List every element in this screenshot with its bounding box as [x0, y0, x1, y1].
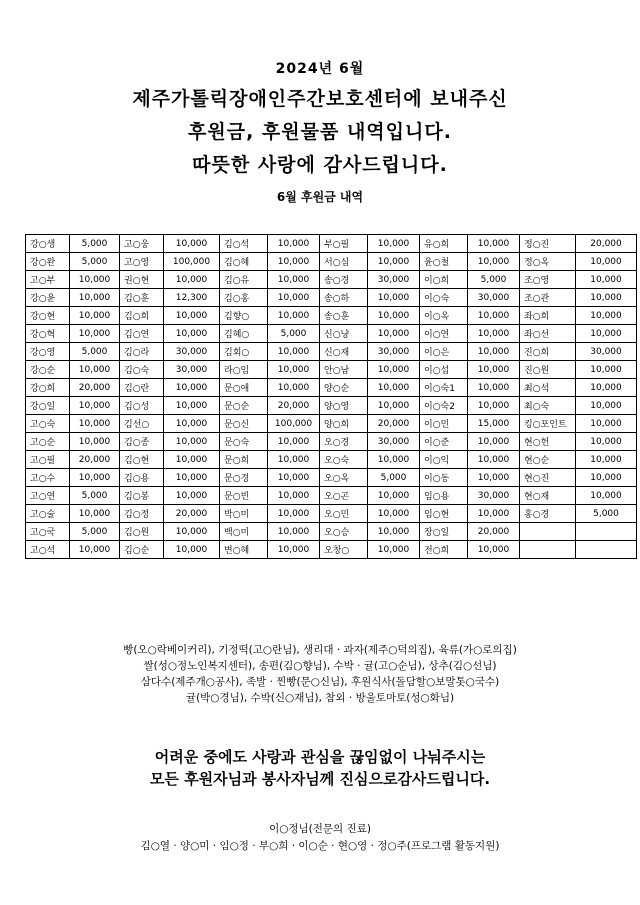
donor-name-cell: 고○석: [26, 541, 70, 559]
donation-amount-cell: 30,000: [164, 343, 220, 361]
volunteer-line-1: 이○정님(전문의 진료): [269, 823, 371, 835]
donation-amount-cell: 30,000: [368, 271, 420, 289]
donation-amount-cell: 100,000: [268, 415, 320, 433]
donation-amount-cell: 10,000: [268, 523, 320, 541]
donation-amount-cell: 10,000: [164, 415, 220, 433]
donor-name-cell: 김○원: [120, 523, 164, 541]
donor-name-cell: 신○재: [320, 343, 368, 361]
donation-amount-cell: 10,000: [164, 523, 220, 541]
donor-name-cell: 고○연: [26, 487, 70, 505]
donor-name-cell: [520, 541, 576, 559]
donor-name-cell: 고○술: [26, 505, 70, 523]
donor-name-cell: 좌○희: [520, 307, 576, 325]
donor-name-cell: 오○곤: [320, 487, 368, 505]
donation-amount-cell: 10,000: [268, 451, 320, 469]
donation-amount-cell: 10,000: [368, 505, 420, 523]
donor-name-cell: 김○란: [120, 379, 164, 397]
donation-amount-cell: 5,000: [70, 343, 120, 361]
donor-name-cell: 김○성: [120, 397, 164, 415]
table-row: [26, 289, 637, 307]
year-month-title: 2024년 6월: [275, 61, 365, 77]
donor-name-cell: 강○생: [26, 235, 70, 253]
donation-amount-cell: 30,000: [368, 343, 420, 361]
donor-name-cell: 이○섭: [420, 361, 468, 379]
donor-name-cell: 이○준: [420, 433, 468, 451]
donor-name-cell: 김○훈: [120, 289, 164, 307]
donation-amount-cell: 10,000: [576, 379, 637, 397]
table-row: [26, 379, 637, 397]
donor-name-cell: 김○유: [220, 271, 268, 289]
volunteer-list: [0, 821, 640, 855]
donation-amount-cell: 10,000: [576, 289, 637, 307]
donation-amount-cell: 20,000: [70, 451, 120, 469]
donation-amount-cell: 5,000: [268, 325, 320, 343]
donation-amount-cell: [576, 541, 637, 559]
donor-name-cell: 오○경: [320, 433, 368, 451]
donor-name-cell: 백○미: [220, 523, 268, 541]
donor-name-cell: 이○민: [420, 415, 468, 433]
donor-name-cell: 김○연: [120, 325, 164, 343]
donation-table-body: [26, 235, 637, 559]
donation-amount-cell: 5,000: [368, 469, 420, 487]
table-row: [26, 361, 637, 379]
donor-name-cell: 고○국: [26, 523, 70, 541]
donation-amount-cell: 10,000: [576, 307, 637, 325]
donor-name-cell: 강○순: [26, 361, 70, 379]
donor-name-cell: 문○희: [220, 451, 268, 469]
donor-name-cell: 강○혁: [26, 325, 70, 343]
table-row: [26, 271, 637, 289]
donor-name-cell: 김○석: [220, 235, 268, 253]
donation-amount-cell: 10,000: [576, 415, 637, 433]
donation-amount-cell: 10,000: [70, 397, 120, 415]
donation-amount-cell: 10,000: [70, 469, 120, 487]
donation-amount-cell: 10,000: [268, 235, 320, 253]
donation-amount-cell: 10,000: [268, 433, 320, 451]
donor-name-cell: 강○일: [26, 397, 70, 415]
donor-name-cell: 진○희: [520, 343, 576, 361]
donor-name-cell: 김○용: [120, 469, 164, 487]
donation-amount-cell: 10,000: [70, 289, 120, 307]
donor-name-cell: 김○혜: [220, 253, 268, 271]
donation-amount-cell: 10,000: [368, 487, 420, 505]
donor-name-cell: 이○숙2: [420, 397, 468, 415]
donor-name-cell: 라○임: [220, 361, 268, 379]
goods-donations: [0, 642, 640, 706]
donor-name-cell: 현○진: [520, 469, 576, 487]
donation-amount-cell: 10,000: [368, 451, 420, 469]
donor-name-cell: 김○종: [120, 433, 164, 451]
donation-amount-cell: 10,000: [576, 433, 637, 451]
announcement-header: [0, 58, 640, 177]
donor-name-cell: 안○남: [320, 361, 368, 379]
donation-amount-cell: 10,000: [70, 541, 120, 559]
donor-name-cell: 김○숙: [120, 361, 164, 379]
donation-amount-cell: 10,000: [468, 397, 520, 415]
donation-amount-cell: 10,000: [164, 325, 220, 343]
table-row: [26, 325, 637, 343]
donation-amount-cell: 10,000: [268, 361, 320, 379]
donation-amount-cell: 10,000: [576, 397, 637, 415]
goods-line: 삼다수(제주개○공사), 족발 · 찐빵(문○신님), 후원식사(돌담할○보말톳○국수): [140, 676, 500, 688]
donation-amount-cell: 10,000: [468, 379, 520, 397]
donation-amount-cell: 10,000: [164, 397, 220, 415]
donor-name-cell: [520, 523, 576, 541]
donation-amount-cell: 10,000: [368, 379, 420, 397]
donor-name-cell: 오○승: [320, 523, 368, 541]
donation-amount-cell: 12,300: [164, 289, 220, 307]
donation-table: [25, 234, 637, 559]
donation-amount-cell: 20,000: [576, 235, 637, 253]
donation-amount-cell: 5,000: [70, 235, 120, 253]
donation-amount-cell: 10,000: [164, 487, 220, 505]
donor-name-cell: 문○신: [220, 415, 268, 433]
donation-amount-cell: 30,000: [576, 343, 637, 361]
donation-amount-cell: 10,000: [368, 235, 420, 253]
donation-amount-cell: 5,000: [70, 253, 120, 271]
donor-name-cell: 유○희: [420, 235, 468, 253]
donor-name-cell: 송○훈: [320, 307, 368, 325]
donor-name-cell: 최○석: [520, 379, 576, 397]
donor-name-cell: 서○심: [320, 253, 368, 271]
donation-amount-cell: 10,000: [468, 433, 520, 451]
donor-name-cell: 고○수: [26, 469, 70, 487]
donor-name-cell: 임○용: [420, 487, 468, 505]
donation-amount-cell: 20,000: [368, 415, 420, 433]
donation-amount-cell: 10,000: [576, 361, 637, 379]
donor-name-cell: 이○숙1: [420, 379, 468, 397]
donor-name-cell: 변○혜: [220, 541, 268, 559]
donation-amount-cell: 10,000: [368, 523, 420, 541]
donor-name-cell: 이○숙: [420, 289, 468, 307]
donation-amount-cell: 10,000: [268, 487, 320, 505]
donor-name-cell: 고○숙: [26, 415, 70, 433]
table-row: [26, 487, 637, 505]
table-row: [26, 505, 637, 523]
table-row: [26, 343, 637, 361]
title-line-3: 따뜻한 사랑에 감사드립니다.: [192, 154, 448, 176]
donation-amount-cell: 10,000: [268, 253, 320, 271]
donation-amount-cell: 20,000: [268, 397, 320, 415]
donor-name-cell: 김혜○: [220, 325, 268, 343]
table-row: [26, 451, 637, 469]
donation-amount-cell: 10,000: [368, 307, 420, 325]
donation-amount-cell: 10,000: [164, 271, 220, 289]
donor-name-cell: 강○영: [26, 343, 70, 361]
donation-amount-cell: 10,000: [164, 235, 220, 253]
table-row: [26, 469, 637, 487]
donation-amount-cell: 10,000: [576, 487, 637, 505]
donation-amount-cell: 30,000: [468, 487, 520, 505]
donation-amount-cell: 10,000: [70, 325, 120, 343]
thanks-line-2: 모든 후원자님과 봉사자님께 진심으로감사드립니다.: [149, 770, 491, 788]
donation-amount-cell: 5,000: [70, 487, 120, 505]
donation-amount-cell: 10,000: [164, 469, 220, 487]
donor-name-cell: 양○희: [320, 415, 368, 433]
donation-amount-cell: 5,000: [576, 505, 637, 523]
table-row: [26, 397, 637, 415]
donation-amount-cell: 10,000: [368, 397, 420, 415]
donation-amount-cell: [576, 523, 637, 541]
donation-amount-cell: 15,000: [468, 415, 520, 433]
donation-amount-cell: 10,000: [468, 505, 520, 523]
donation-amount-cell: 10,000: [268, 271, 320, 289]
donor-name-cell: 김○봉: [120, 487, 164, 505]
donor-name-cell: 김향○: [220, 307, 268, 325]
donor-name-cell: 김○희: [120, 307, 164, 325]
donor-name-cell: 강○희: [26, 379, 70, 397]
donor-name-cell: 현○재: [520, 487, 576, 505]
donor-name-cell: 오○옥: [320, 469, 368, 487]
donor-name-cell: 최○숙: [520, 397, 576, 415]
donation-amount-cell: 10,000: [70, 433, 120, 451]
donor-name-cell: 이○익: [420, 451, 468, 469]
thanks-line-1: 어려운 중에도 사랑과 관심을 끊임없이 나눠주시는: [154, 748, 486, 766]
donor-name-cell: 이○은: [420, 343, 468, 361]
thanks-message: [0, 746, 640, 790]
donor-name-cell: 고○필: [26, 451, 70, 469]
volunteer-line-2: 김○열 · 양○미 · 임○정 · 부○희 · 이○순 · 현○영 · 정○주(프로그램 활동지원): [140, 840, 500, 852]
donation-amount-cell: 10,000: [164, 541, 220, 559]
donor-name-cell: 이○희: [420, 271, 468, 289]
donor-name-cell: 킹○포인트: [520, 415, 576, 433]
donation-amount-cell: 10,000: [268, 541, 320, 559]
donor-name-cell: 강○완: [26, 253, 70, 271]
donor-name-cell: 김○정: [120, 505, 164, 523]
donor-name-cell: 이○동: [420, 469, 468, 487]
donor-name-cell: 강○현: [26, 307, 70, 325]
donation-amount-cell: 10,000: [468, 541, 520, 559]
donation-amount-cell: 30,000: [164, 361, 220, 379]
donor-name-cell: 전○희: [420, 541, 468, 559]
donation-amount-cell: 10,000: [70, 361, 120, 379]
donation-amount-cell: 10,000: [70, 415, 120, 433]
donation-amount-cell: 10,000: [268, 505, 320, 523]
donation-amount-cell: 10,000: [164, 307, 220, 325]
donor-name-cell: 김○홍: [220, 289, 268, 307]
donation-amount-cell: 10,000: [164, 379, 220, 397]
donor-name-cell: 진○원: [520, 361, 576, 379]
donation-amount-cell: 30,000: [468, 289, 520, 307]
donor-name-cell: 이○연: [420, 325, 468, 343]
donor-name-cell: 김회○: [220, 343, 268, 361]
donation-amount-cell: 10,000: [70, 271, 120, 289]
donor-name-cell: 김선○: [120, 415, 164, 433]
donor-name-cell: 김○라: [120, 343, 164, 361]
donor-name-cell: 정○진: [520, 235, 576, 253]
donor-name-cell: 고○순: [26, 433, 70, 451]
donor-name-cell: 홍○경: [520, 505, 576, 523]
donation-amount-cell: 10,000: [576, 325, 637, 343]
donation-amount-cell: 10,000: [468, 253, 520, 271]
donor-name-cell: 정○옥: [520, 253, 576, 271]
donor-name-cell: 양○영: [320, 397, 368, 415]
donor-name-cell: 박○미: [220, 505, 268, 523]
donor-name-cell: 오○민: [320, 505, 368, 523]
donation-amount-cell: 10,000: [268, 379, 320, 397]
donation-amount-cell: 10,000: [368, 361, 420, 379]
donation-amount-cell: 30,000: [368, 433, 420, 451]
donor-name-cell: 임○현: [420, 505, 468, 523]
donor-name-cell: 현○순: [520, 451, 576, 469]
donor-name-cell: 조○관: [520, 289, 576, 307]
donation-amount-cell: 10,000: [576, 469, 637, 487]
donor-name-cell: 좌○선: [520, 325, 576, 343]
donor-name-cell: 문○빈: [220, 487, 268, 505]
donor-name-cell: 오○숙: [320, 451, 368, 469]
donor-name-cell: 강○윤: [26, 289, 70, 307]
donation-amount-cell: 10,000: [576, 271, 637, 289]
title-line-2: 후원금, 후원물품 내역입니다.: [188, 121, 452, 143]
donor-name-cell: 현○헌: [520, 433, 576, 451]
donation-amount-cell: 10,000: [368, 289, 420, 307]
donation-amount-cell: 10,000: [468, 343, 520, 361]
table-row: [26, 415, 637, 433]
donation-amount-cell: 20,000: [468, 523, 520, 541]
donor-name-cell: 문○순: [220, 397, 268, 415]
donor-name-cell: 고○웅: [120, 235, 164, 253]
donation-amount-cell: 10,000: [70, 505, 120, 523]
donor-name-cell: 권○현: [120, 271, 164, 289]
donor-name-cell: 송○하: [320, 289, 368, 307]
table-row: [26, 307, 637, 325]
donor-name-cell: 문○경: [220, 469, 268, 487]
goods-line: 귤(박○경님), 수박(신○재님), 참외 · 방울토마토(성○화님): [185, 692, 455, 704]
donation-amount-cell: 10,000: [268, 343, 320, 361]
table-row: [26, 235, 637, 253]
donation-amount-cell: 10,000: [368, 541, 420, 559]
table-row: [26, 433, 637, 451]
donor-name-cell: 김○현: [120, 451, 164, 469]
donation-amount-cell: 10,000: [70, 307, 120, 325]
donation-amount-cell: 10,000: [576, 451, 637, 469]
donation-amount-cell: 10,000: [468, 451, 520, 469]
donation-amount-cell: 100,000: [164, 253, 220, 271]
donor-name-cell: 김○순: [120, 541, 164, 559]
donation-amount-cell: 5,000: [70, 523, 120, 541]
table-row: [26, 253, 637, 271]
donation-amount-cell: 10,000: [368, 325, 420, 343]
donation-amount-cell: 10,000: [468, 361, 520, 379]
donation-amount-cell: 10,000: [164, 451, 220, 469]
donor-name-cell: 문○애: [220, 379, 268, 397]
donor-name-cell: 이○옥: [420, 307, 468, 325]
donation-amount-cell: 10,000: [468, 307, 520, 325]
table-row: [26, 523, 637, 541]
donation-amount-cell: 10,000: [368, 253, 420, 271]
donation-amount-cell: 20,000: [164, 505, 220, 523]
donation-amount-cell: 10,000: [468, 325, 520, 343]
donor-name-cell: 고○부: [26, 271, 70, 289]
donation-amount-cell: 10,000: [164, 433, 220, 451]
donor-name-cell: 문○숙: [220, 433, 268, 451]
donor-name-cell: 양○순: [320, 379, 368, 397]
donor-name-cell: 오창○: [320, 541, 368, 559]
goods-line: 쌀(성○정노인복지센터), 송편(김○향님), 수박 · 귤(고○순님), 상추(김○선님): [143, 660, 497, 672]
title-line-1: 제주가톨릭장애인주간보호센터에 보내주신: [132, 88, 508, 110]
donor-name-cell: 송○경: [320, 271, 368, 289]
donation-amount-cell: 10,000: [576, 253, 637, 271]
donor-name-cell: 고○영: [120, 253, 164, 271]
donation-amount-cell: 10,000: [268, 307, 320, 325]
donation-amount-cell: 5,000: [468, 271, 520, 289]
donor-name-cell: 조○영: [520, 271, 576, 289]
goods-line: 빵(오○락베이커리), 기정떡(고○란님), 생리대 · 과자(제주○덕의집), 육류(가○로의집): [123, 644, 517, 656]
donor-name-cell: 신○냥: [320, 325, 368, 343]
donation-amount-cell: 10,000: [268, 289, 320, 307]
donation-amount-cell: 10,000: [268, 469, 320, 487]
donation-amount-cell: 20,000: [70, 379, 120, 397]
donor-name-cell: 장○일: [420, 523, 468, 541]
donation-list-title: 6월 후원금 내역: [276, 190, 364, 204]
donor-name-cell: 윤○철: [420, 253, 468, 271]
donation-amount-cell: 10,000: [468, 469, 520, 487]
donation-amount-cell: 10,000: [468, 235, 520, 253]
table-row: [26, 541, 637, 559]
donor-name-cell: 부○필: [320, 235, 368, 253]
